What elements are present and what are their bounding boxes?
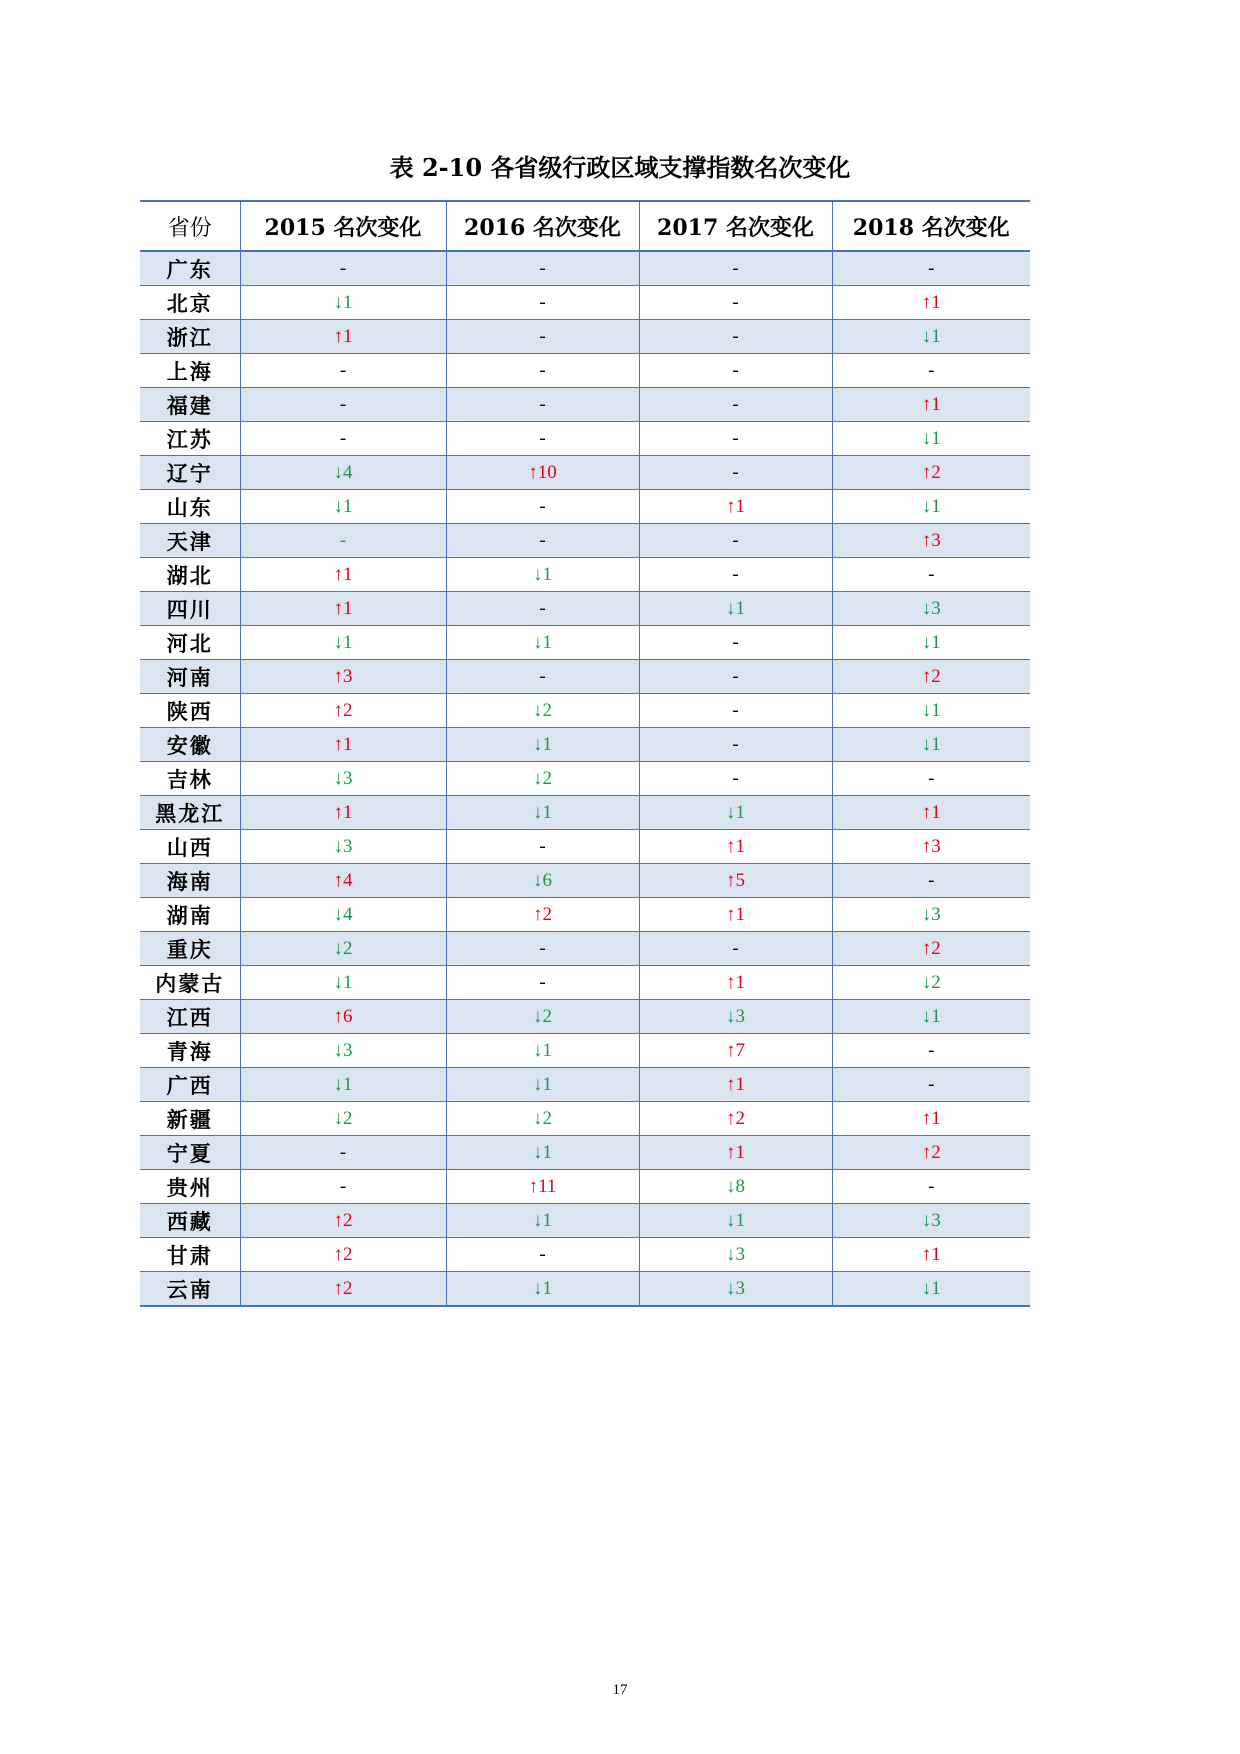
rank-change-cell: -	[446, 1238, 639, 1272]
rank-change-cell: ↑1	[832, 796, 1030, 830]
rank-change-cell: ↑1	[832, 286, 1030, 320]
province-cell: 安徽	[140, 728, 240, 762]
rank-change-cell: -	[832, 864, 1030, 898]
rank-change-cell: -	[446, 320, 639, 354]
rank-change-cell: -	[832, 1170, 1030, 1204]
rank-change-cell: -	[446, 524, 639, 558]
table-row	[140, 1136, 1030, 1170]
province-cell: 河南	[140, 660, 240, 694]
rank-change-cell: ↑1	[240, 592, 446, 626]
table-row	[140, 456, 1030, 490]
table-row	[140, 762, 1030, 796]
rank-change-cell: -	[240, 388, 446, 422]
rank-change-cell: ↑1	[639, 898, 832, 932]
rank-change-cell: ↑1	[639, 1136, 832, 1170]
province-cell: 江苏	[140, 422, 240, 456]
province-cell: 海南	[140, 864, 240, 898]
table-header-row	[140, 201, 1030, 251]
rank-change-cell: ↑10	[446, 456, 639, 490]
table-row	[140, 660, 1030, 694]
rank-change-cell: -	[240, 1136, 446, 1170]
province-cell: 云南	[140, 1272, 240, 1307]
rank-change-cell: -	[446, 286, 639, 320]
rank-change-cell: ↑2	[639, 1102, 832, 1136]
header-2017: 2017 名次变化	[639, 201, 832, 251]
rank-change-cell: ↓1	[240, 1068, 446, 1102]
table-row	[140, 320, 1030, 354]
rank-change-cell: ↓1	[446, 1204, 639, 1238]
province-cell: 江西	[140, 1000, 240, 1034]
rank-change-cell: ↓1	[240, 286, 446, 320]
rank-change-cell: ↑1	[639, 966, 832, 1000]
rank-change-cell: ↑2	[240, 1238, 446, 1272]
rank-change-cell: ↓1	[639, 1204, 832, 1238]
rank-change-cell: -	[639, 456, 832, 490]
rank-change-cell: -	[446, 388, 639, 422]
table-row	[140, 932, 1030, 966]
rank-change-cell: -	[240, 1170, 446, 1204]
province-cell: 甘肃	[140, 1238, 240, 1272]
table-row	[140, 1204, 1030, 1238]
province-cell: 辽宁	[140, 456, 240, 490]
table-row	[140, 1068, 1030, 1102]
table-row	[140, 1272, 1030, 1307]
rank-change-cell: -	[832, 354, 1030, 388]
rank-change-cell: ↓3	[832, 1204, 1030, 1238]
province-cell: 宁夏	[140, 1136, 240, 1170]
rank-change-cell: ↓8	[639, 1170, 832, 1204]
table-row	[140, 422, 1030, 456]
rank-change-cell: ↓3	[639, 1238, 832, 1272]
rank-change-cell: ↓1	[446, 1034, 639, 1068]
rank-change-cell: -	[639, 558, 832, 592]
rank-change-cell: ↓1	[240, 966, 446, 1000]
rank-change-cell: ↓1	[446, 796, 639, 830]
table-row	[140, 1034, 1030, 1068]
rank-change-cell: ↑2	[240, 1204, 446, 1238]
rank-change-cell: ↑1	[240, 796, 446, 830]
header-2018: 2018 名次变化	[832, 201, 1030, 251]
province-cell: 湖南	[140, 898, 240, 932]
rank-change-cell: -	[832, 762, 1030, 796]
province-cell: 吉林	[140, 762, 240, 796]
rank-change-cell: -	[446, 592, 639, 626]
rank-change-cell: ↑6	[240, 1000, 446, 1034]
table-row	[140, 728, 1030, 762]
rank-change-cell: -	[446, 660, 639, 694]
rank-change-cell: -	[446, 966, 639, 1000]
rank-change-cell: -	[240, 524, 446, 558]
rank-change-cell: -	[639, 762, 832, 796]
rank-change-cell: -	[832, 558, 1030, 592]
table-row	[140, 592, 1030, 626]
rank-change-cell: ↓1	[240, 490, 446, 524]
rank-change-cell: -	[240, 422, 446, 456]
header-2016: 2016 名次变化	[446, 201, 639, 251]
rank-change-cell: ↑2	[240, 694, 446, 728]
rank-change-cell: ↓1	[832, 728, 1030, 762]
rank-change-cell: ↑2	[240, 1272, 446, 1307]
table-row	[140, 796, 1030, 830]
rank-change-cell: ↑3	[832, 524, 1030, 558]
rank-change-cell: -	[639, 251, 832, 286]
rank-change-cell: ↑1	[832, 1102, 1030, 1136]
table-row	[140, 1000, 1030, 1034]
rank-change-cell: ↑7	[639, 1034, 832, 1068]
rank-change-cell: -	[639, 660, 832, 694]
table-row	[140, 1102, 1030, 1136]
rank-change-cell: ↑4	[240, 864, 446, 898]
rank-change-cell: ↑3	[240, 660, 446, 694]
rank-change-cell: ↑1	[240, 728, 446, 762]
rank-change-cell: ↓3	[240, 830, 446, 864]
rank-change-cell: ↓2	[446, 1000, 639, 1034]
rank-change-cell: -	[446, 354, 639, 388]
rank-change-cell: ↓1	[639, 796, 832, 830]
rank-change-cell: -	[832, 251, 1030, 286]
province-cell: 上海	[140, 354, 240, 388]
province-cell: 河北	[140, 626, 240, 660]
table-row	[140, 830, 1030, 864]
rank-change-cell: ↑1	[240, 558, 446, 592]
table-body	[140, 251, 1030, 1306]
rank-change-cell: ↑2	[832, 1136, 1030, 1170]
rank-change-cell: ↓2	[832, 966, 1030, 1000]
rank-change-cell: -	[832, 1068, 1030, 1102]
province-cell: 重庆	[140, 932, 240, 966]
province-cell: 山西	[140, 830, 240, 864]
rank-change-cell: ↓1	[832, 490, 1030, 524]
rank-change-cell: -	[639, 694, 832, 728]
rank-change-cell: ↓2	[240, 932, 446, 966]
province-cell: 浙江	[140, 320, 240, 354]
rank-change-cell: ↓1	[446, 626, 639, 660]
table-row	[140, 694, 1030, 728]
rank-change-cell: -	[639, 626, 832, 660]
table-row	[140, 388, 1030, 422]
rank-change-cell: -	[240, 251, 446, 286]
rank-change-cell: -	[639, 388, 832, 422]
table-row	[140, 251, 1030, 286]
rank-change-cell: ↓1	[832, 422, 1030, 456]
page-number: 17	[612, 1682, 628, 1698]
province-cell: 山东	[140, 490, 240, 524]
rank-change-cell: ↓3	[832, 592, 1030, 626]
rank-change-cell: ↓3	[240, 1034, 446, 1068]
table-row	[140, 354, 1030, 388]
province-cell: 内蒙古	[140, 966, 240, 1000]
rank-change-cell: ↓1	[446, 1272, 639, 1307]
province-cell: 青海	[140, 1034, 240, 1068]
rank-change-cell: ↓3	[639, 1000, 832, 1034]
province-cell: 福建	[140, 388, 240, 422]
rank-change-cell: ↑1	[832, 1238, 1030, 1272]
rank-change-cell: -	[446, 932, 639, 966]
header-2015: 2015 名次变化	[240, 201, 446, 251]
rank-change-cell: ↑2	[832, 932, 1030, 966]
province-cell: 新疆	[140, 1102, 240, 1136]
rank-change-cell: ↑1	[832, 388, 1030, 422]
table-row	[140, 558, 1030, 592]
province-cell: 四川	[140, 592, 240, 626]
rank-change-cell: ↓3	[639, 1272, 832, 1307]
rank-change-cell: ↓1	[446, 558, 639, 592]
rank-change-cell: ↓3	[832, 898, 1030, 932]
rank-change-cell: ↓1	[832, 694, 1030, 728]
table-row	[140, 490, 1030, 524]
rank-change-cell: ↓1	[446, 1136, 639, 1170]
rank-change-cell: -	[446, 251, 639, 286]
rank-change-cell: ↓1	[240, 626, 446, 660]
rank-change-cell: ↑2	[446, 898, 639, 932]
rank-change-cell: ↑2	[832, 660, 1030, 694]
rank-change-cell: -	[446, 830, 639, 864]
province-cell: 陕西	[140, 694, 240, 728]
rank-change-cell: ↓2	[446, 762, 639, 796]
rank-change-cell: ↓1	[446, 1068, 639, 1102]
table-title: 表 2-10 各省级行政区域支撑指数名次变化	[389, 153, 851, 182]
table-row	[140, 286, 1030, 320]
rank-change-cell: ↓4	[240, 898, 446, 932]
rank-change-cell: ↑1	[240, 320, 446, 354]
rank-change-cell: ↑5	[639, 864, 832, 898]
rank-change-cell: -	[832, 1034, 1030, 1068]
rank-change-cell: -	[639, 422, 832, 456]
rank-change-cell: -	[446, 422, 639, 456]
rank-change-cell: ↓1	[832, 626, 1030, 660]
rank-change-cell: -	[639, 728, 832, 762]
rank-change-cell: -	[639, 354, 832, 388]
rank-change-cell: ↑3	[832, 830, 1030, 864]
table-row	[140, 1170, 1030, 1204]
rank-change-cell: -	[639, 320, 832, 354]
province-cell: 西藏	[140, 1204, 240, 1238]
rank-change-cell: -	[639, 286, 832, 320]
table-row	[140, 524, 1030, 558]
rank-change-cell: ↓2	[446, 1102, 639, 1136]
rank-change-cell: ↓6	[446, 864, 639, 898]
rank-change-cell: ↑1	[639, 830, 832, 864]
header-province: 省份	[140, 201, 240, 251]
table-row	[140, 626, 1030, 660]
rank-change-cell: ↓4	[240, 456, 446, 490]
rank-change-cell: ↑11	[446, 1170, 639, 1204]
province-cell: 广西	[140, 1068, 240, 1102]
table-row	[140, 1238, 1030, 1272]
province-cell: 湖北	[140, 558, 240, 592]
rank-change-cell: ↑2	[832, 456, 1030, 490]
province-cell: 黑龙江	[140, 796, 240, 830]
rank-change-cell: -	[240, 354, 446, 388]
rank-change-cell: ↓3	[240, 762, 446, 796]
rank-change-cell: ↓2	[240, 1102, 446, 1136]
table-row	[140, 966, 1030, 1000]
province-cell: 贵州	[140, 1170, 240, 1204]
rank-change-cell: ↑1	[639, 1068, 832, 1102]
table-row	[140, 864, 1030, 898]
rank-change-cell: ↑1	[639, 490, 832, 524]
rank-change-cell: ↓1	[832, 1272, 1030, 1307]
rank-change-cell: ↓1	[832, 1000, 1030, 1034]
rank-change-cell: ↓1	[832, 320, 1030, 354]
province-cell: 北京	[140, 286, 240, 320]
rank-change-cell: ↓1	[446, 728, 639, 762]
rank-change-cell: -	[639, 524, 832, 558]
province-cell: 天津	[140, 524, 240, 558]
province-cell: 广东	[140, 251, 240, 286]
rank-change-table	[140, 200, 1030, 1307]
rank-change-cell: ↓1	[639, 592, 832, 626]
table-row	[140, 898, 1030, 932]
rank-change-cell: -	[446, 490, 639, 524]
rank-change-cell: ↓2	[446, 694, 639, 728]
rank-change-cell: -	[639, 932, 832, 966]
